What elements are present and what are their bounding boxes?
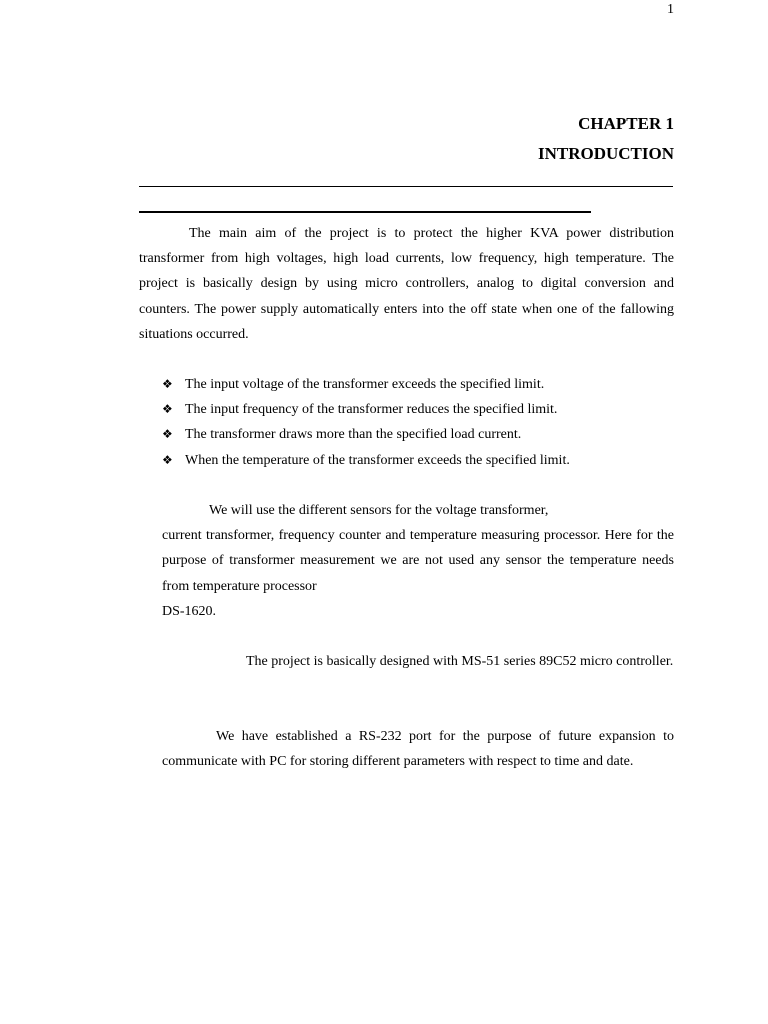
controller-paragraph: The project is basically designed with MS-51 series 89C52 micro controller. — [246, 654, 674, 669]
chapter-label: CHAPTER 1 — [578, 114, 674, 133]
list-item — [162, 448, 662, 473]
list-item-text: The input voltage of the transformer exceeds the specified limit. — [185, 377, 545, 392]
rs232-paragraph: We have established a RS-232 port for the purpose of future expansion to communicate with PC for storing different parameters with respect to time and date. — [162, 729, 674, 770]
sensors-paragraph — [162, 498, 674, 624]
diamond-bullet-icon: ❖ — [162, 402, 173, 417]
diamond-bullet-icon: ❖ — [162, 452, 173, 467]
chapter-title: INTRODUCTION — [537, 144, 674, 163]
page-number: 1 — [667, 2, 674, 17]
condition-list — [162, 372, 662, 473]
intro-paragraph: The main aim of the project is to protect the higher KVA power distribution transformer from high voltages, high load currents, low frequency, high temperature. The project is basically design by using micro controllers, analog to digital conversion and counters. The power supply automatically enters into the off state when one of the fallowing situations occurred. — [139, 226, 674, 342]
sensors-paragraph-body: current transformer, frequency counter and temperature measuring processor. Here for the purpose of transformer measurement we are not used any sensor the temperature needs from temperature processor — [162, 528, 674, 594]
heading-rule-top — [139, 186, 673, 187]
list-item-text: The transformer draws more than the specified load current. — [185, 427, 522, 443]
diamond-bullet-icon: ❖ — [162, 427, 173, 442]
sensor-part-number: DS-1620. — [162, 603, 217, 619]
sensors-paragraph-first-line: We will use the different sensors for the voltage transformer, — [209, 503, 549, 518]
list-item — [162, 422, 662, 447]
list-item-text: The input frequency of the transformer reduces the specified limit. — [185, 402, 558, 418]
list-item-text: When the temperature of the transformer exceeds the specified limit. — [185, 452, 570, 468]
list-item — [162, 372, 662, 397]
list-item — [162, 397, 662, 422]
diamond-bullet-icon: ❖ — [162, 377, 173, 391]
heading-rule-bottom — [139, 211, 591, 213]
